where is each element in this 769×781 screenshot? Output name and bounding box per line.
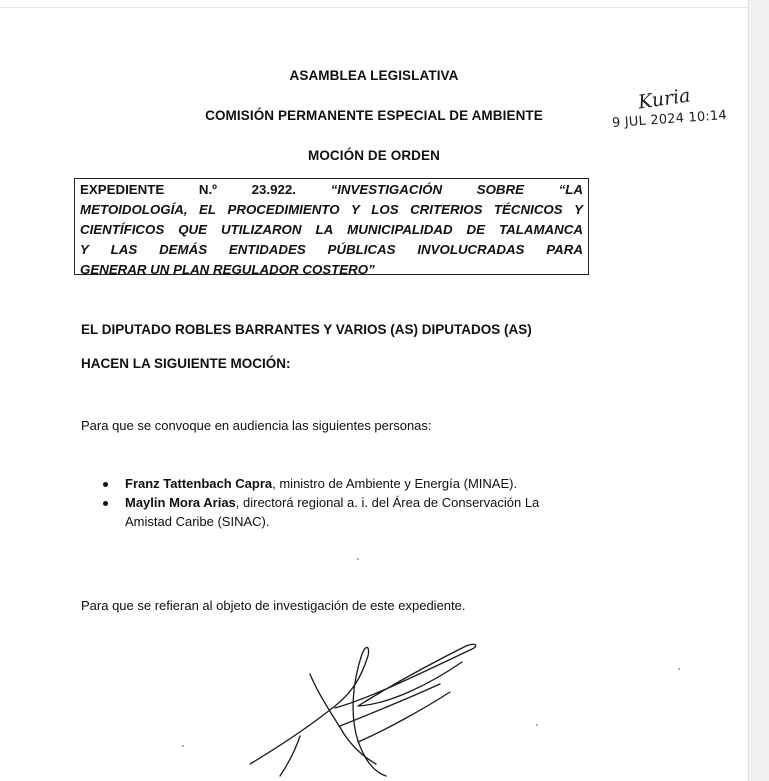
expediente-word: LAS: [110, 242, 138, 257]
expediente-word: METOIDOLOGÍA,: [80, 202, 188, 217]
scan-speck: [536, 724, 538, 726]
summons-paragraph: Para que se convoque en audiencia las siguientes personas:: [81, 418, 432, 433]
expediente-word: MUNICIPALIDAD: [347, 222, 453, 237]
page-top-rule: [0, 7, 748, 8]
stamp-date: 9 JUL 2024 10:14: [611, 108, 728, 131]
motion-heading: HACEN LA SIGUIENTE MOCIÓN:: [81, 356, 291, 371]
expediente-word: TÉCNICOS: [493, 202, 563, 217]
expediente-word: UTILIZARON: [220, 222, 302, 237]
bullet-dot: [103, 501, 108, 506]
expediente-word: DEMÁS: [159, 242, 208, 257]
expediente-line-4: [80, 240, 583, 260]
person-name: Maylin Mora Arias: [125, 495, 236, 510]
scan-speck: [357, 558, 359, 560]
expediente-word: Y: [350, 202, 360, 217]
expediente-word: ENTIDADES: [228, 242, 306, 257]
expediente-word: DE: [466, 222, 486, 237]
viewer-scroll-gutter[interactable]: [748, 0, 769, 781]
list-item: [100, 474, 640, 493]
expediente-word: PROCEDIMIENTO: [227, 202, 340, 217]
commission-title: COMISIÓN PERMANENTE ESPECIAL DE AMBIENTE: [205, 108, 543, 123]
expediente-label: EXPEDIENTE: [80, 182, 165, 197]
scan-speck: [678, 668, 680, 670]
received-stamp: [610, 84, 740, 140]
scan-speck: [182, 745, 184, 747]
stamp-initials: Kuria: [636, 84, 692, 114]
expediente-word: EL: [199, 202, 217, 217]
handwritten-signature: [240, 636, 490, 781]
person-description: , directorá regional a. i. del Área de Conservación La: [235, 495, 540, 510]
expediente-word: INVOLUCRADAS: [417, 242, 525, 257]
expediente-word: CRITERIOS: [410, 202, 483, 217]
expediente-line-1: [80, 180, 583, 200]
purpose-paragraph: Para que se refieran al objeto de investigación de este expediente.: [81, 598, 466, 613]
expediente-word: TALAMANCA: [498, 222, 583, 237]
expediente-number: 23.922.: [251, 182, 296, 197]
expediente-word: SOBRE: [476, 182, 525, 197]
expediente-word: PARA: [546, 242, 583, 257]
expediente-line-5: GENERAR UN PLAN REGULADOR COSTERO”: [80, 262, 375, 277]
assembly-title: ASAMBLEA LEGISLATIVA: [289, 68, 459, 83]
person-name: Franz Tattenbach Capra: [125, 476, 273, 491]
expediente-word: CIENTÍFICOS: [80, 222, 165, 237]
persons-list: [100, 474, 640, 531]
expediente-word: “INVESTIGACIÓN: [330, 182, 443, 197]
bullet-dot: [103, 482, 108, 487]
person-description-cont: Amistad Caribe (SINAC).: [125, 514, 270, 529]
person-line: [125, 493, 640, 512]
deputies-heading: EL DIPUTADO ROBLES BARRANTES Y VARIOS (AS) DIPUTADOS (AS): [81, 322, 532, 337]
expediente-word: QUE: [178, 222, 208, 237]
expediente-word: “LA: [558, 182, 583, 197]
expediente-line-3: [80, 220, 583, 240]
expediente-word: LOS: [371, 202, 399, 217]
expediente-word: Y: [80, 242, 89, 257]
expediente-word: LA: [315, 222, 334, 237]
expediente-number-label: N.º: [198, 182, 217, 197]
expediente-line-2: [80, 200, 583, 220]
expediente-word: PÚBLICAS: [327, 242, 396, 257]
motion-title: MOCIÓN DE ORDEN: [307, 148, 440, 163]
person-description: , ministro de Ambiente y Energía (MINAE).: [272, 476, 518, 491]
list-item: [100, 493, 640, 531]
expediente-word: Y: [574, 202, 583, 217]
expediente-box: [74, 178, 589, 275]
